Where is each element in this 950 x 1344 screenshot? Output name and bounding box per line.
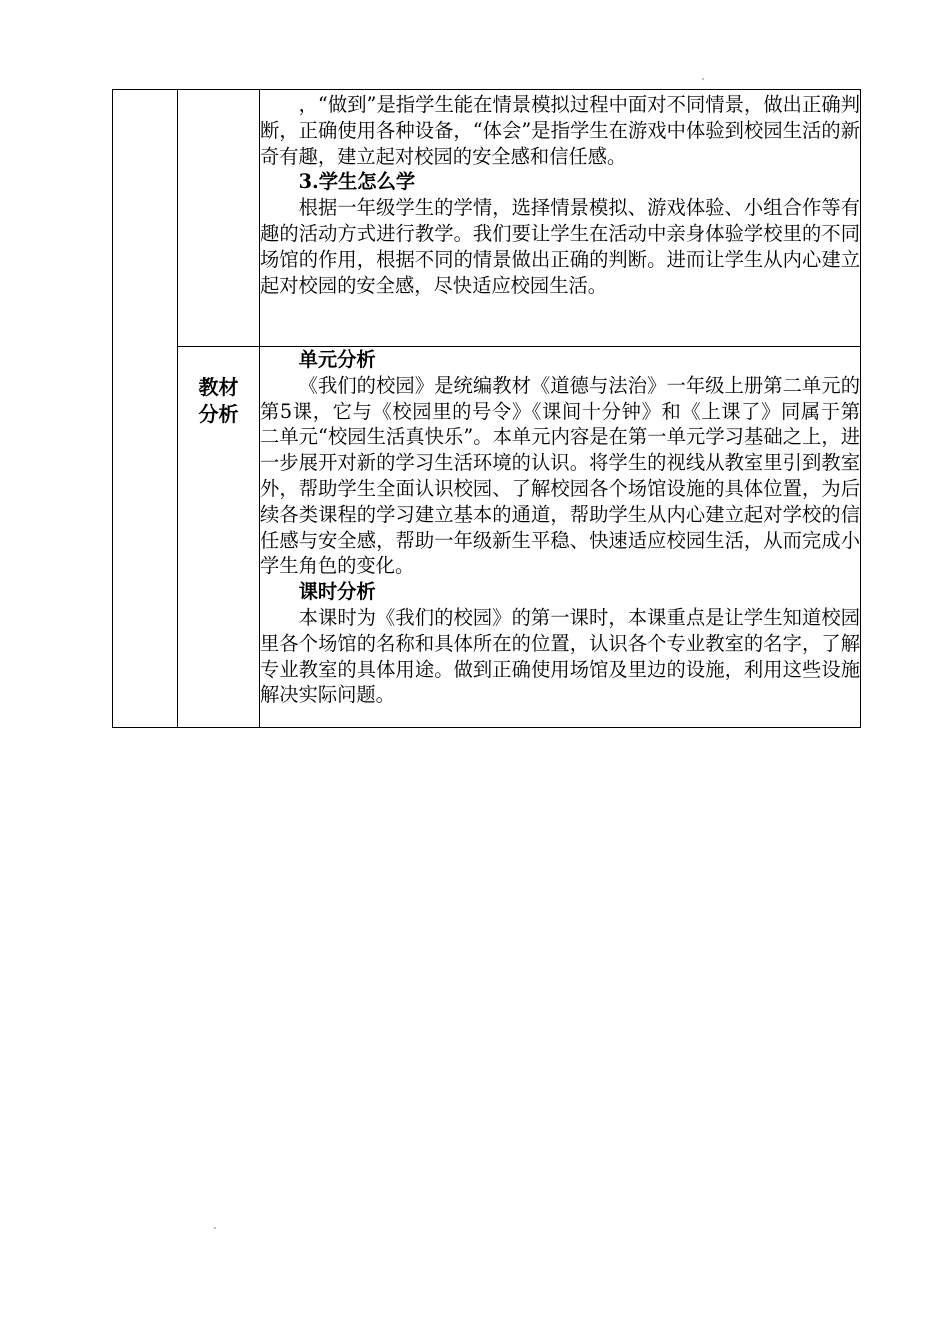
heading-how-students-learn: 3.学生怎么学 <box>298 170 416 194</box>
page-mark-dot <box>702 78 704 80</box>
label-textbook-analysis: 教材分析 <box>198 375 239 426</box>
heading-unit-analysis: 单元分析 <box>298 348 376 371</box>
lesson-plan-table <box>112 89 861 728</box>
label-cell-textbook-analysis <box>178 347 260 728</box>
paragraph-lesson-analysis: 本课时为《我们的校园》的第一课时，本课重点是让学生知道校园里各个场馆的名称和具体所在的位置，认识各个专业教室的名字，了解专业教室的具体用途。做到正确使用场馆及里边的设施，利用这些设施解决实际问题。 <box>260 605 860 707</box>
content-cell-textbook-analysis <box>260 347 861 728</box>
page-mark-dot <box>214 1227 216 1229</box>
table-row <box>113 347 861 728</box>
heading-lesson-analysis: 课时分析 <box>298 580 376 604</box>
table-row <box>113 90 861 347</box>
paragraph-how-students-learn: 根据一年级学生的学情，选择情景模拟、游戏体验、小组合作等有趣的活动方式进行教学。我们要让学生在活动中亲身体验学校里的不同场馆的作用，根据不同的情景做出正确的判断。进而让学生从内心建立起对校园的安全感，尽快适应校园生活。 <box>260 196 860 297</box>
paragraph-unit-analysis: 《我们的校园》是统编教材《道德与法治》一年级上册第二单元的第5课，它与《校园里的号令》《课间十分钟》和《上课了》同属于第二单元“校园生活真快乐”。本单元内容是在第一单元学习基础之上，进一步展开对新的学习生活环境的认识。将学生的视线从教室里引到教室外，帮助学生全面认识校园、了解校园各个场馆设施的具体位置，为后续各类课程的学习建立基本的通道，帮助学生从内心建立起对学校的信任感与安全感，帮助一年级新生平稳、快速适应校园生活，从而完成小学生角色的变化。 <box>260 373 860 578</box>
content-cell-student-learning <box>260 90 861 347</box>
outer-label-cell <box>113 90 178 728</box>
label-cell-empty <box>178 90 260 347</box>
paragraph-continued: ，“做到”是指学生能在情景模拟过程中面对不同情景，做出正确判断，正确使用各种设备，“体会”是指学生在游戏中体验到校园生活的新奇有趣，建立起对校园的安全感和信任感。 <box>260 93 860 168</box>
